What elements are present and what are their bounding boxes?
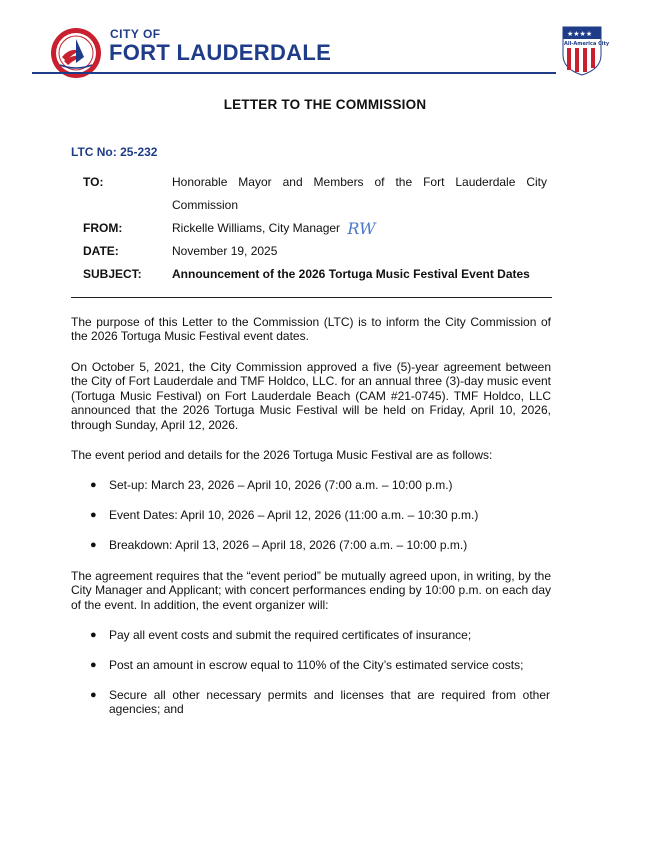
document-title: LETTER TO THE COMMISSION bbox=[223, 97, 427, 112]
brand-city-name: FORT LAUDERDALE bbox=[109, 40, 332, 65]
header-divider bbox=[32, 72, 556, 74]
from-label: FROM: bbox=[83, 221, 123, 235]
svg-text:★★★★: ★★★★ bbox=[567, 30, 593, 38]
list-item bbox=[90, 658, 550, 672]
list-item-text: Breakdown: April 13, 2026 – April 18, 2026 (7:00 a.m. – 10:00 p.m.) bbox=[109, 538, 468, 552]
date-label: DATE: bbox=[83, 244, 119, 258]
manager-initials-signature: RW bbox=[347, 219, 376, 238]
list-item bbox=[90, 508, 550, 522]
bullet-icon: ● bbox=[90, 539, 97, 551]
to-label: TO: bbox=[83, 175, 104, 189]
bullet-icon: ● bbox=[90, 659, 97, 671]
date-value: November 19, 2025 bbox=[172, 244, 278, 258]
bullet-icon: ● bbox=[90, 509, 97, 521]
to-value-line1: Honorable Mayor and Members of the Fort Lauderdale City bbox=[172, 175, 547, 189]
bullet-icon: ● bbox=[90, 479, 97, 491]
to-value bbox=[172, 171, 547, 217]
list-item-text: Event Dates: April 10, 2026 – April 12, 2026 (11:00 a.m. – 10:30 p.m.) bbox=[109, 508, 479, 522]
list-item-text: Secure all other necessary permits and licenses that are required from other agencies; and bbox=[109, 688, 550, 717]
from-name: Rickelle Williams, City Manager bbox=[172, 221, 341, 235]
list-item bbox=[90, 538, 550, 552]
list-item-text: Set-up: March 23, 2026 – April 10, 2026 (7:00 a.m. – 10:00 p.m.) bbox=[109, 478, 453, 492]
list-item bbox=[90, 628, 550, 642]
bullet-icon: ● bbox=[90, 629, 97, 641]
brand-city-prefix: CITY OF bbox=[110, 27, 161, 41]
all-america-city-badge-icon bbox=[561, 25, 610, 77]
to-row bbox=[83, 171, 547, 217]
ltc-number: LTC No: 25-232 bbox=[71, 145, 158, 159]
bullet-icon: ● bbox=[90, 689, 97, 701]
list-item-text: Post an amount in escrow equal to 110% of the City’s estimated service costs; bbox=[109, 658, 524, 672]
subject-label: SUBJECT: bbox=[83, 267, 142, 281]
from-row bbox=[83, 217, 547, 240]
memo-header-block bbox=[83, 171, 547, 286]
to-value-line2: Commission bbox=[172, 198, 239, 212]
list-item bbox=[90, 478, 550, 492]
agreement-paragraph: On October 5, 2021, the City Commission approved a five (5)-year agreement between the City of Fort Lauderdale and TMF Holdco, LLC. for an annual three (3)-day music event (Tortuga Music Festival) on Fort Lauderdale Beach (CAM #21-0745). TMF Holdco, LLC announced that the 2026 Tortuga Music Festival will be held on Friday, April 10, 2026, through Sunday, April 12, 2026. bbox=[71, 360, 551, 432]
list-item-text: Pay all event costs and submit the required certificates of insurance; bbox=[109, 628, 472, 642]
agreement-requirements-paragraph: The agreement requires that the “event period” be mutually agreed upon, in writing, by the City Manager and Applicant; with concert performances ending by 10:00 p.m. on each day of the event. In addition, the event organizer will: bbox=[71, 569, 551, 612]
badge-label: All-America City bbox=[564, 41, 610, 47]
event-period-intro: The event period and details for the 2026 Tortuga Music Festival are as follows: bbox=[71, 448, 493, 462]
list-item bbox=[90, 688, 550, 717]
subject-value: Announcement of the 2026 Tortuga Music Festival Event Dates bbox=[172, 267, 530, 281]
body-divider bbox=[71, 297, 552, 298]
purpose-paragraph: The purpose of this Letter to the Commission (LTC) is to inform the City Commission of the 2026 Tortuga Music Festival event dates. bbox=[71, 315, 551, 344]
date-row bbox=[83, 240, 547, 263]
from-value bbox=[172, 217, 547, 240]
subject-row bbox=[83, 263, 547, 286]
